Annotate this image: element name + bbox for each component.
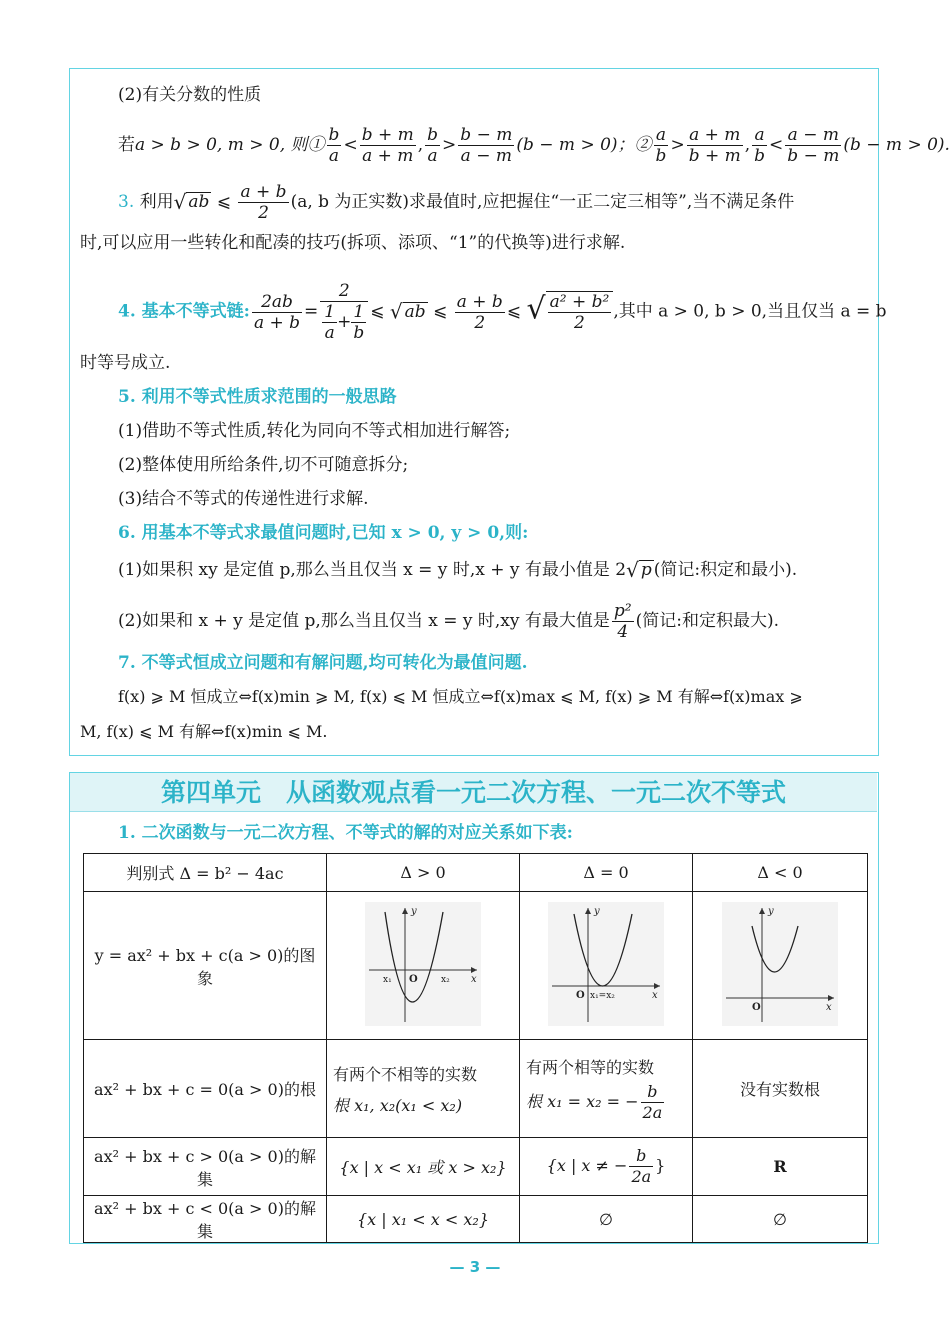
- unit4-intro: 1. 二次函数与一元二次方程、不等式的解的对应关系如下表:: [118, 823, 573, 843]
- header-cell: Δ < 0: [693, 854, 868, 892]
- table-row-roots: [84, 1040, 868, 1138]
- graph-one-root: [520, 892, 693, 1040]
- graph-no-root: [693, 892, 868, 1040]
- item5-line2: (2)整体使用所给条件,切不可随意拆分;: [118, 455, 409, 475]
- unit4-box: [69, 772, 879, 1244]
- origin-label: O: [576, 989, 585, 1001]
- origin-label: O: [752, 1001, 761, 1013]
- table-row-gt: [84, 1138, 868, 1196]
- row-label: ax² + bx + c > 0(a > 0)的解集: [84, 1138, 327, 1196]
- y-axis-label: y: [594, 905, 600, 917]
- item7-line1: f(x) ⩾ M 恒成立⇔f(x)min ⩾ M, f(x) ⩽ M 恒成立⇔f(x)max ⩽ M, f(x) ⩾ M 有解⇔f(x)max ⩾: [118, 687, 803, 706]
- item5-line3: (3)结合不等式的传递性进行求解.: [118, 489, 369, 509]
- header-cell: 判别式 Δ = b² − 4ac: [84, 854, 327, 892]
- parabola-no-root-graph: [722, 902, 838, 1026]
- row-label: ax² + bx + c < 0(a > 0)的解集: [84, 1196, 327, 1243]
- x1-label: x₁: [383, 974, 392, 985]
- lt-solution-one: ∅: [520, 1196, 693, 1243]
- table-header-row: [84, 854, 868, 892]
- item2-formula: 若a > b > 0, m > 0, 则① $\frac{b}{a}$ < $\frac{b + m}{a + m}$ , $\frac{b}{a}$ > $\frac{b - m}{a - m}$ (b − m > 0)；② $\frac{a}{b}$ > $\frac{a + m}{b + m}$ , $\frac{a}{b}$ < $\frac{a - m}{b - m}$ (b − m > 0).: [118, 125, 950, 166]
- x-axis-label: x: [826, 1001, 832, 1013]
- item3-line1: 3. 利用√ ab ⩽ $\frac{a + b}{2}$ (a, b 为正实数)求最值时,应把握住“一正二定三相等”,当不满足条件: [118, 182, 795, 223]
- roots-one: 有两个相等的实数 根 x₁ = x₂ = − $\frac{b}{2a}$: [520, 1040, 693, 1138]
- roots-none: 没有实数根: [693, 1040, 868, 1138]
- x12-label: x₁=x₂: [590, 990, 615, 1001]
- row-label: ax² + bx + c = 0(a > 0)的根: [84, 1040, 327, 1138]
- item7-title: 7. 不等式恒成立问题和有解问题,均可转化为最值问题.: [118, 653, 528, 673]
- item4-line2: 时等号成立.: [80, 353, 171, 373]
- origin-label: O: [409, 973, 418, 985]
- unit4-title: 第四单元 从函数观点看一元二次方程、一元二次不等式: [70, 773, 877, 812]
- lt-solution-two: {x | x₁ < x < x₂}: [327, 1196, 520, 1243]
- gt-solution-one: {x | x ≠ − $\frac{b}{2a}$ }: [520, 1138, 693, 1196]
- row-label: y = ax² + bx + c(a > 0)的图象: [84, 892, 327, 1040]
- item5-line1: (1)借助不等式性质,转化为同向不等式相加进行解答;: [118, 421, 511, 441]
- x-axis-label: x: [652, 989, 658, 1001]
- x2-label: x₂: [441, 974, 450, 985]
- item3-line2: 时,可以应用一些转化和配凑的技巧(拆项、添项、“1”的代换等)进行求解.: [80, 233, 626, 253]
- inequality-summary-box: [69, 68, 950, 756]
- table-row-lt: [84, 1196, 868, 1243]
- table-row-graph: [84, 892, 868, 1040]
- gt-solution-two: {x | x < x₁ 或 x > x₂}: [327, 1138, 520, 1196]
- y-axis-label: y: [411, 905, 417, 917]
- header-cell: Δ = 0: [520, 854, 693, 892]
- roots-two: 有两个不相等的实数 根 x₁, x₂(x₁ < x₂): [327, 1040, 520, 1138]
- item6-line1: (1)如果积 xy 是定值 p,那么当且仅当 x = y 时,x + y 有最小值是 2√ p (简记:积定和最小).: [118, 558, 798, 582]
- item6-line2: (2)如果和 x + y 是定值 p,那么当且仅当 x = y 时,xy 有最大值是 $\frac{\text{p²}}{4}$ (简记:和定积最大).: [118, 601, 779, 642]
- quadratic-relation-table: [83, 853, 868, 1243]
- item7-line2: M, f(x) ⩽ M 有解⇔f(x)min ⩽ M.: [80, 722, 328, 741]
- gt-solution-none: R: [693, 1138, 868, 1196]
- parabola-two-roots-graph: [365, 902, 481, 1026]
- x-axis-label: x: [471, 973, 477, 985]
- item4-chain: 4. 基本不等式链: $\frac{2ab}{a + b}$ = 2 $\frac{1}{a}$ + $\frac{1}{b}$ ⩽ √ ab ⩽ $\frac{a + b}{2}$ ⩽ √ $\frac{\text{a² + b²}}{2}$ ,其中 a > 0, b > 0,当且仅当 a = b: [118, 281, 887, 343]
- item6-title: 6. 用基本不等式求最值问题时,已知 x > 0, y > 0,则:: [118, 523, 529, 543]
- page-number: — 3 —: [449, 1258, 501, 1276]
- y-axis-label: y: [768, 905, 774, 917]
- item2-title: (2)有关分数的性质: [118, 85, 262, 105]
- graph-two-roots: [327, 892, 520, 1040]
- header-cell: Δ > 0: [327, 854, 520, 892]
- item5-title: 5. 利用不等式性质求范围的一般思路: [118, 387, 397, 407]
- lt-solution-none: ∅: [693, 1196, 868, 1243]
- parabola-one-root-graph: [548, 902, 664, 1026]
